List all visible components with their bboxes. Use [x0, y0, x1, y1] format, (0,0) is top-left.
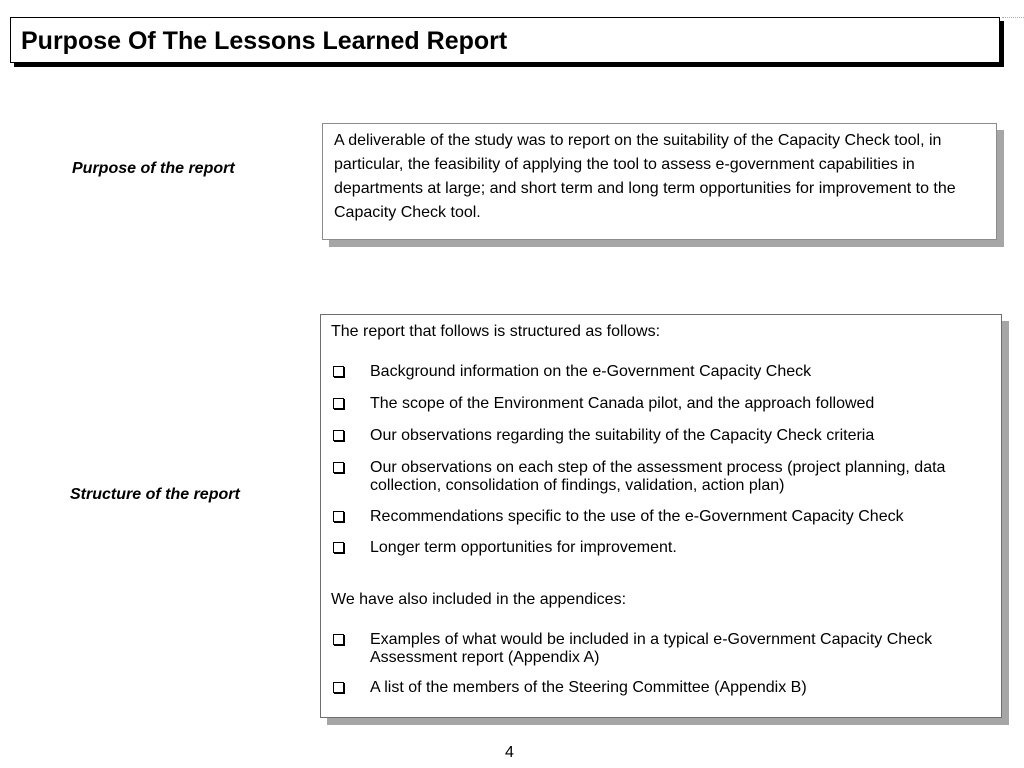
list-item-text: The scope of the Environment Canada pilot, and the approach followed [370, 395, 875, 412]
checkbox-bullet-icon [333, 430, 344, 441]
purpose-box [322, 123, 997, 240]
dotted-rule [1002, 17, 1024, 18]
checkbox-bullet-icon [333, 366, 344, 377]
list-item-text: A list of the members of the Steering Committee (Appendix B) [370, 679, 807, 696]
list-item-text: Our observations on each step of the assessment process (project planning, data collection, consolidation of findings, validation, action plan) [370, 459, 946, 494]
list-item-text: Recommendations specific to the use of the e-Government Capacity Check [370, 508, 904, 525]
page-number: 4 [505, 744, 514, 761]
list-item-text: Background information on the e-Government Capacity Check [370, 363, 812, 380]
structure-label: Structure of the report [70, 486, 240, 503]
title-box [10, 17, 1000, 63]
checkbox-bullet-icon [333, 682, 344, 693]
checkbox-bullet-icon [333, 511, 344, 522]
list-item-text: Our observations regarding the suitability of the Capacity Check criteria [370, 427, 875, 444]
checkbox-bullet-icon [333, 462, 344, 473]
appendix-intro: We have also included in the appendices: [331, 591, 627, 608]
purpose-label: Purpose of the report [72, 160, 235, 177]
checkbox-bullet-icon [333, 542, 344, 553]
list-item-text: Longer term opportunities for improvement. [370, 539, 677, 556]
list-item-text: Examples of what would be included in a typical e-Government Capacity Check Assessment report (Appendix A) [370, 631, 933, 666]
checkbox-bullet-icon [333, 398, 344, 409]
page-title: Purpose Of The Lessons Learned Report [21, 27, 508, 55]
structure-box [320, 314, 1002, 718]
purpose-text: A deliverable of the study was to report on the suitability of the Capacity Check tool, in particular, the feasibility of applying the tool to assess e-government capabilities in departments at large; and short term and long term opportunities for improvement to the Capacity Check tool. [334, 132, 956, 221]
checkbox-bullet-icon [333, 634, 344, 645]
title-banner [10, 17, 1000, 63]
structure-intro: The report that follows is structured as follows: [331, 323, 661, 340]
